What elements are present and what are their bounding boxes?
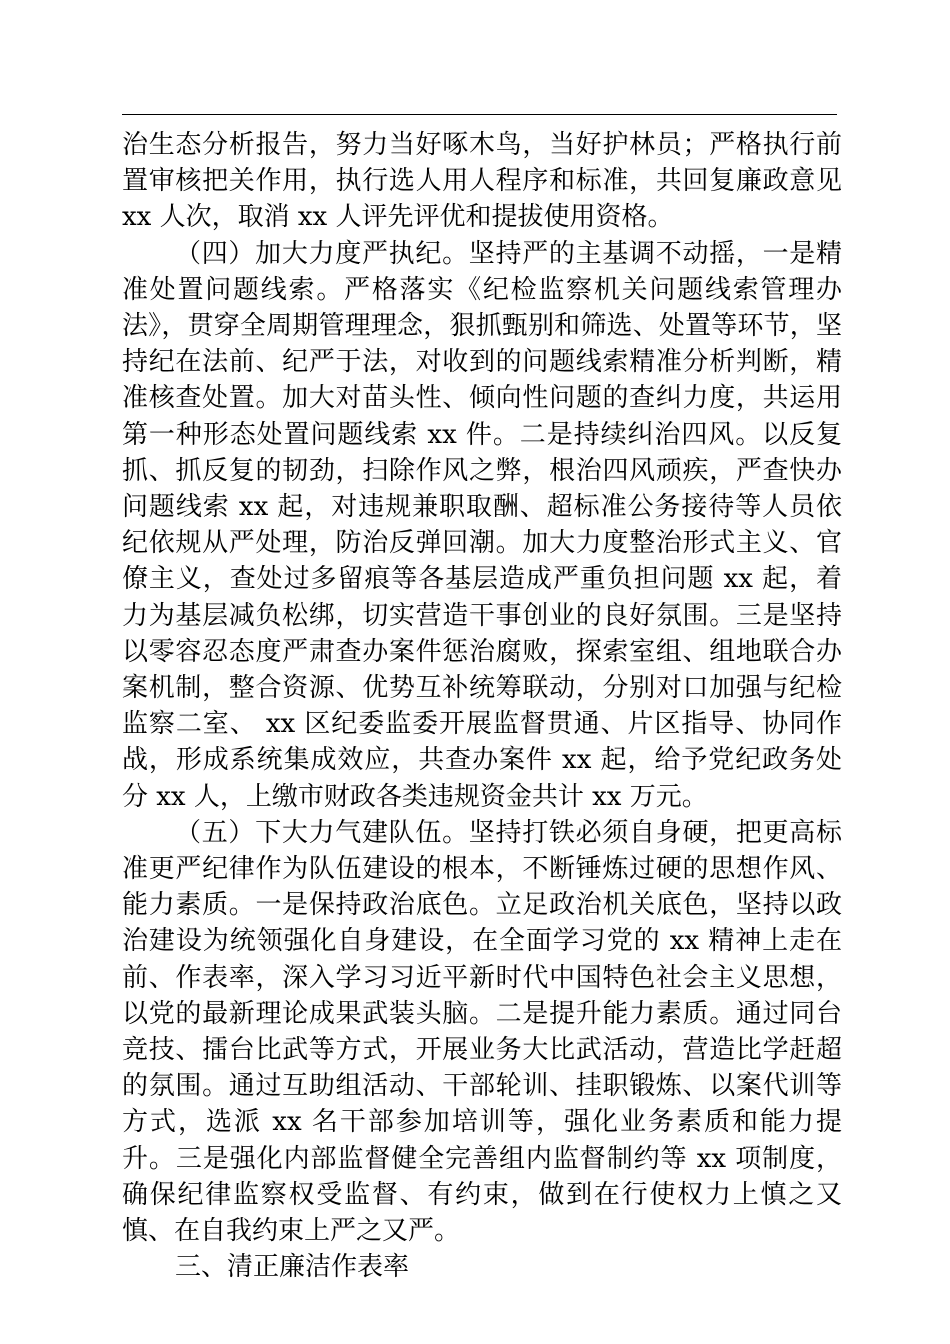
document-body	[122, 127, 842, 1286]
paragraph-section-four: （四）加大力度严执纪。坚持严的主基调不动摇，一是精准处置问题线索。严格落实《纪检监察机关问题线索管理办法》，贯穿全周期管理理念，狠抓甄别和筛选、处置等环节，坚持纪在法前、纪严于法，对收到的问题线索精准分析判断，精准核查处置。加大对苗头性、倾向性问题的查纠力度，共运用第一种形态处置问题线索 xx 件。二是持续纠治四风。以反复抓、抓反复的韧劲，扫除作风之弊，根治四风顽疾，严查快办问题线索 xx 起，对违规兼职取酬、超标准公务接待等人员依纪依规从严处理，防治反弹回潮。加大力度整治形式主义、官僚主义，查处过多留痕等各基层造成严重负担问题 xx 起，着力为基层减负松绑，切实营造干事创业的良好氛围。三是坚持以零容忍态度严肃查办案件惩治腐败，探索室组、组地联合办案机制，整合资源、优势互补统筹联动，分别对口加强与纪检监察二室、 xx 区纪委监委开展监督贯通、片区指导、协同作战，形成系统集成效应，共查办案件 xx 起，给予党纪政务处分 xx 人，上缴市财政各类违规资金共计 xx 万元。	[122, 238, 842, 812]
paragraph-section-five: （五）下大力气建队伍。坚持打铁必须自身硬，把更高标准更严纪律作为队伍建设的根本，不断锤炼过硬的思想作风、能力素质。一是保持政治底色。立足政治机关底色，坚持以政治建设为统领强化自身建设，在全面学习党的 xx 精神上走在前、作表率，深入学习习近平新时代中国特色社会主义思想，以党的最新理论成果武装头脑。二是提升能力素质。通过同台竞技、擂台比武等方式，开展业务大比武活动，营造比学赶超的氛围。通过互助组活动、干部轮训、挂职锻炼、以案代训等方式，选派 xx 名干部参加培训等，强化业务素质和能力提升。三是强化内部监督健全完善组内监督制约等 xx 项制度，确保纪律监察权受监督、有约束，做到在行使权力上慎之又慎、在自我约束上严之又严。	[122, 817, 842, 1247]
section-heading-three: 三、清正廉洁作表率	[175, 1252, 410, 1283]
paragraph-continuation: 治生态分析报告，努力当好啄木鸟，当好护林员；严格执行前置审核把关作用，执行选人用人程序和标准，共回复廉政意见 xx 人次，取消 xx 人评先评优和提拔使用资格。	[122, 130, 842, 233]
header-rule	[122, 114, 837, 115]
